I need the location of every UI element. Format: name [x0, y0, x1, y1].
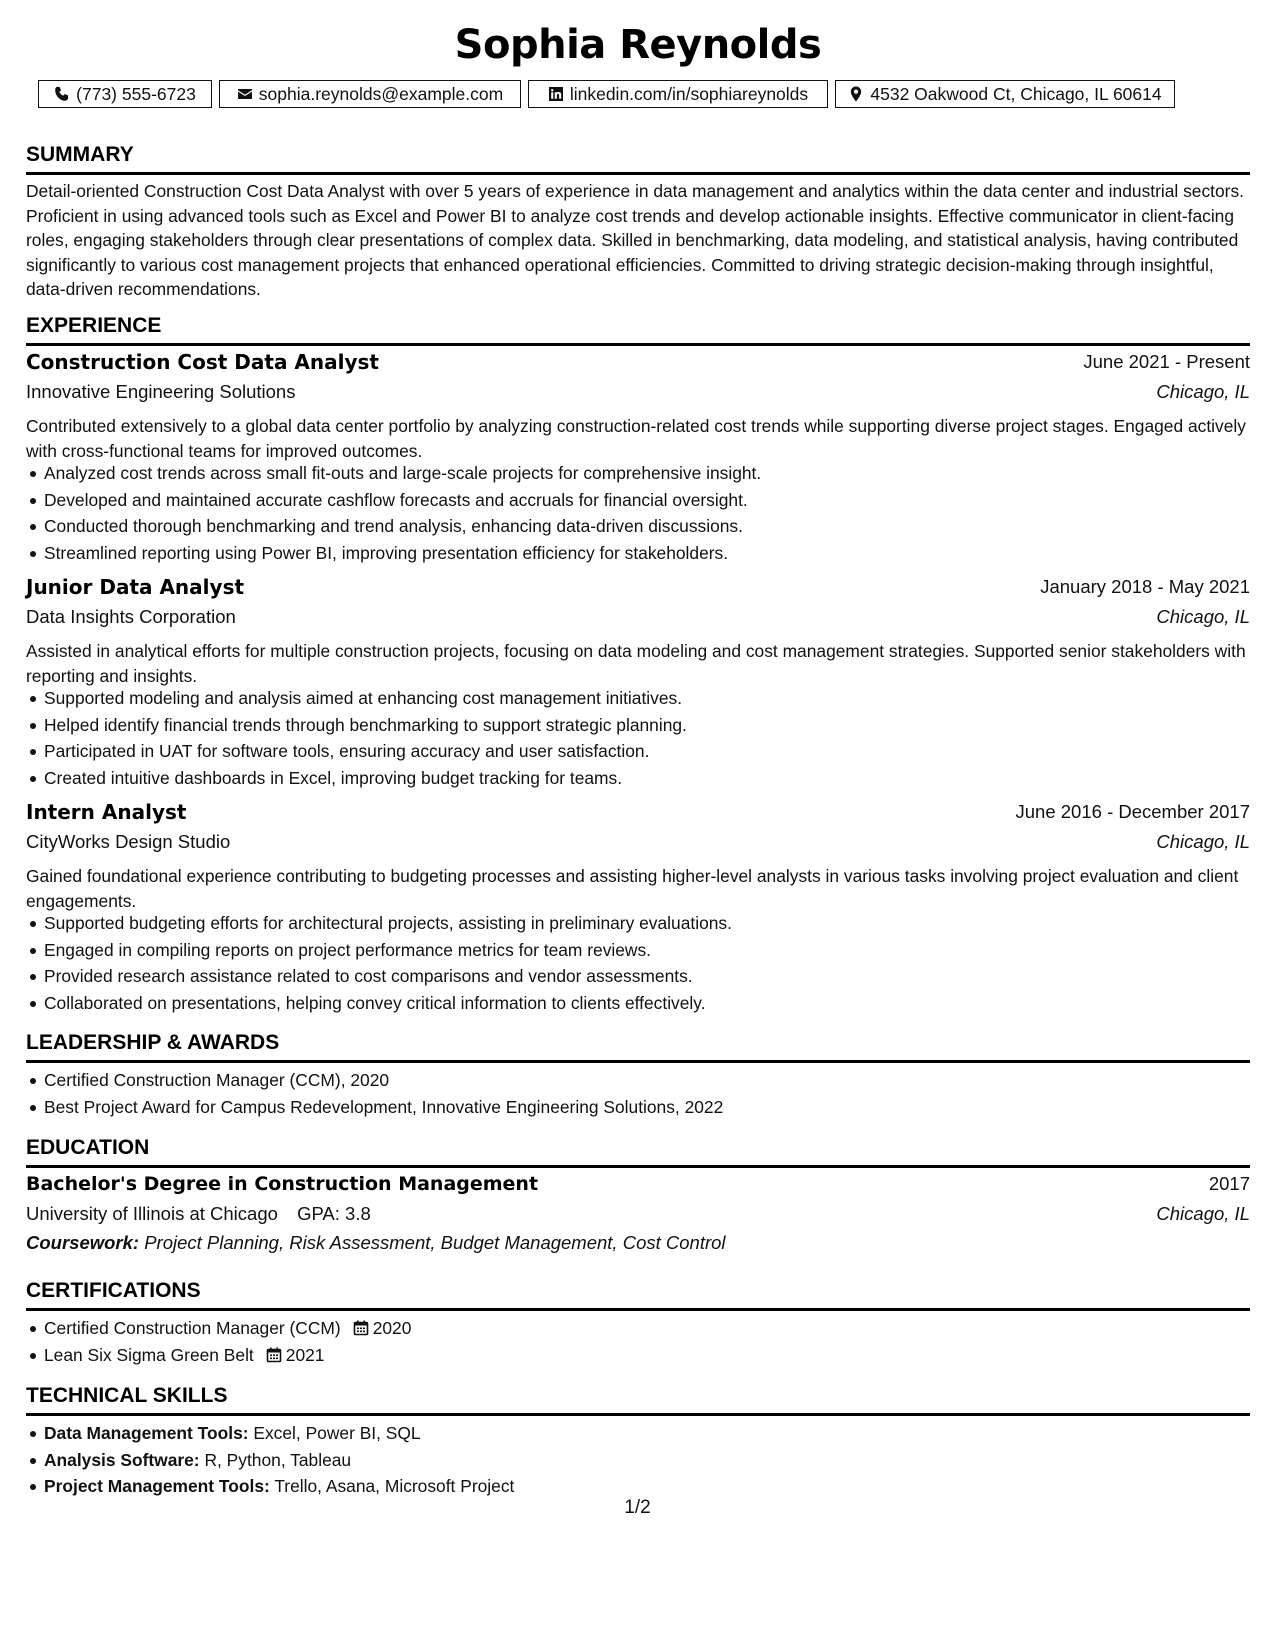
linkedin-contact[interactable]: [528, 80, 828, 108]
job-company: Data Insights Corporation: [26, 606, 236, 627]
leadership-heading: LEADERSHIP & AWARDS: [26, 1030, 1250, 1063]
certifications-heading: CERTIFICATIONS: [26, 1278, 1250, 1311]
job-description: Assisted in analytical efforts for multiple construction projects, focusing on data modeling and cost management strategies. Supported senior stakeholders with reporting and insights.: [26, 641, 1246, 686]
leadership-list: [26, 1067, 1250, 1120]
job-company: Innovative Engineering Solutions: [26, 381, 296, 402]
gpa: GPA: 3.8: [297, 1203, 371, 1224]
phone-icon: [54, 86, 70, 102]
job-bullets: [26, 685, 1250, 791]
school-name: University of Illinois at Chicago: [26, 1203, 278, 1224]
education-heading: EDUCATION: [26, 1135, 1250, 1168]
list-item: [44, 1342, 1250, 1369]
experience-heading: EXPERIENCE: [26, 313, 1250, 346]
list-item: Conducted thorough benchmarking and trend analysis, enhancing data-driven discussions.: [44, 513, 1250, 540]
list-item: Engaged in compiling reports on project performance metrics for team reviews.: [44, 937, 1250, 964]
coursework-text: Project Planning, Risk Assessment, Budget Management, Cost Control: [144, 1232, 726, 1253]
map-marker-icon: [848, 86, 864, 102]
job-company: CityWorks Design Studio: [26, 831, 231, 852]
job-title: Intern Analyst: [26, 800, 187, 824]
address-text: 4532 Oakwood Ct, Chicago, IL 60614: [870, 83, 1162, 104]
job-bullets: [26, 460, 1250, 566]
job-dates: June 2021 - Present: [1083, 351, 1250, 372]
school-line: [26, 1203, 371, 1225]
skill-label: Data Management Tools:: [44, 1423, 249, 1443]
certifications-list: [26, 1315, 1250, 1368]
skill-value: Trello, Asana, Microsoft Project: [274, 1476, 515, 1497]
summary-heading: SUMMARY: [26, 142, 1250, 175]
list-item: Developed and maintained accurate cashflow forecasts and accruals for financial oversight.: [44, 487, 1250, 514]
cert-year: 2020: [372, 1318, 412, 1338]
email-text: sophia.reynolds@example.com: [258, 83, 504, 104]
address-contact[interactable]: [835, 80, 1175, 108]
page-number: 1/2: [624, 1497, 651, 1518]
list-item: [44, 1447, 1250, 1474]
list-item: [44, 1420, 1250, 1447]
list-item: Collaborated on presentations, helping convey critical information to clients effectively.: [44, 990, 1250, 1017]
list-item: Streamlined reporting using Power BI, improving presentation efficiency for stakeholders.: [44, 540, 1250, 567]
skills-list: [26, 1420, 1250, 1500]
skill-label: Analysis Software:: [44, 1449, 200, 1470]
job-dates: June 2016 - December 2017: [1015, 801, 1250, 822]
linkedin-text: linkedin.com/in/sophiareynolds: [569, 83, 809, 104]
school-location: Chicago, IL: [1156, 1203, 1250, 1224]
list-item: Best Project Award for Campus Redevelopment, Innovative Engineering Solutions, 2022: [44, 1094, 1250, 1121]
job-location: Chicago, IL: [1156, 831, 1250, 852]
job-dates: January 2018 - May 2021: [1040, 576, 1250, 597]
job-location: Chicago, IL: [1156, 606, 1250, 627]
envelope-icon: [237, 86, 253, 102]
phone-text: (773) 555-6723: [76, 83, 196, 104]
list-item: Supported modeling and analysis aimed at enhancing cost management initiatives.: [44, 685, 1250, 712]
skill-value: R, Python, Tableau: [204, 1449, 352, 1470]
cert-name: Lean Six Sigma Green Belt: [44, 1344, 254, 1365]
calendar-icon: [353, 1320, 369, 1336]
job-bullets: [26, 910, 1250, 1016]
list-item: [44, 1473, 1250, 1500]
job-title: Junior Data Analyst: [26, 575, 245, 599]
job-location: Chicago, IL: [1156, 381, 1250, 402]
list-item: Participated in UAT for software tools, ensuring accuracy and user satisfaction.: [44, 738, 1250, 765]
cert-year: 2021: [285, 1344, 325, 1365]
skill-label: Project Management Tools:: [44, 1476, 270, 1497]
skills-heading: TECHNICAL SKILLS: [26, 1383, 1250, 1416]
cert-name: Certified Construction Manager (CCM): [44, 1318, 341, 1338]
calendar-icon: [266, 1347, 282, 1363]
job-description: Gained foundational experience contributing to budgeting processes and assisting higher-level analysts in various tasks involving project evaluation and client engagements.: [26, 866, 1239, 911]
list-item: [44, 1315, 1250, 1342]
list-item: Analyzed cost trends across small fit-outs and large-scale projects for comprehensive insight.: [44, 460, 1250, 487]
email-contact[interactable]: [219, 80, 521, 108]
coursework-label: Coursework:: [26, 1232, 140, 1253]
coursework-line: [26, 1232, 726, 1254]
graduation-year: 2017: [1208, 1173, 1250, 1194]
summary-text: Detail-oriented Construction Cost Data Analyst with over 5 years of experience in data management and analytics within the data center and industrial sectors. Proficient in using advanced tools such as Excel and Power BI to analyze cost trends and develop actionable insights. Effective communicator in client-facing roles, engaging stakeholders through clear presentations of complex data. Skilled in benchmarking, data modeling, and statistical analysis, having contributed significantly to various cost management projects that enhanced operational efficiencies. Committed to driving strategic decision-making through insightful, data-driven recommendations.: [26, 181, 1244, 300]
phone-contact[interactable]: [38, 80, 212, 108]
contact-bar: [38, 80, 1175, 108]
list-item: Certified Construction Manager (CCM), 2020: [44, 1067, 1250, 1094]
skill-value: Excel, Power BI, SQL: [253, 1423, 421, 1443]
list-item: Supported budgeting efforts for architectural projects, assisting in preliminary evaluations.: [44, 910, 1250, 937]
degree-title: Bachelor's Degree in Construction Management: [26, 1173, 539, 1195]
list-item: Created intuitive dashboards in Excel, improving budget tracking for teams.: [44, 765, 1250, 792]
linkedin-icon: [548, 86, 564, 102]
job-title: Construction Cost Data Analyst: [26, 350, 379, 374]
job-description: Contributed extensively to a global data center portfolio by analyzing construction-related cost trends while supporting diverse project stages. Engaged actively with cross-functional teams for improved outcomes.: [26, 416, 1246, 461]
list-item: Provided research assistance related to cost comparisons and vendor assessments.: [44, 963, 1250, 990]
list-item: Helped identify financial trends through benchmarking to support strategic planning.: [44, 712, 1250, 739]
candidate-name: Sophia Reynolds: [454, 22, 822, 68]
